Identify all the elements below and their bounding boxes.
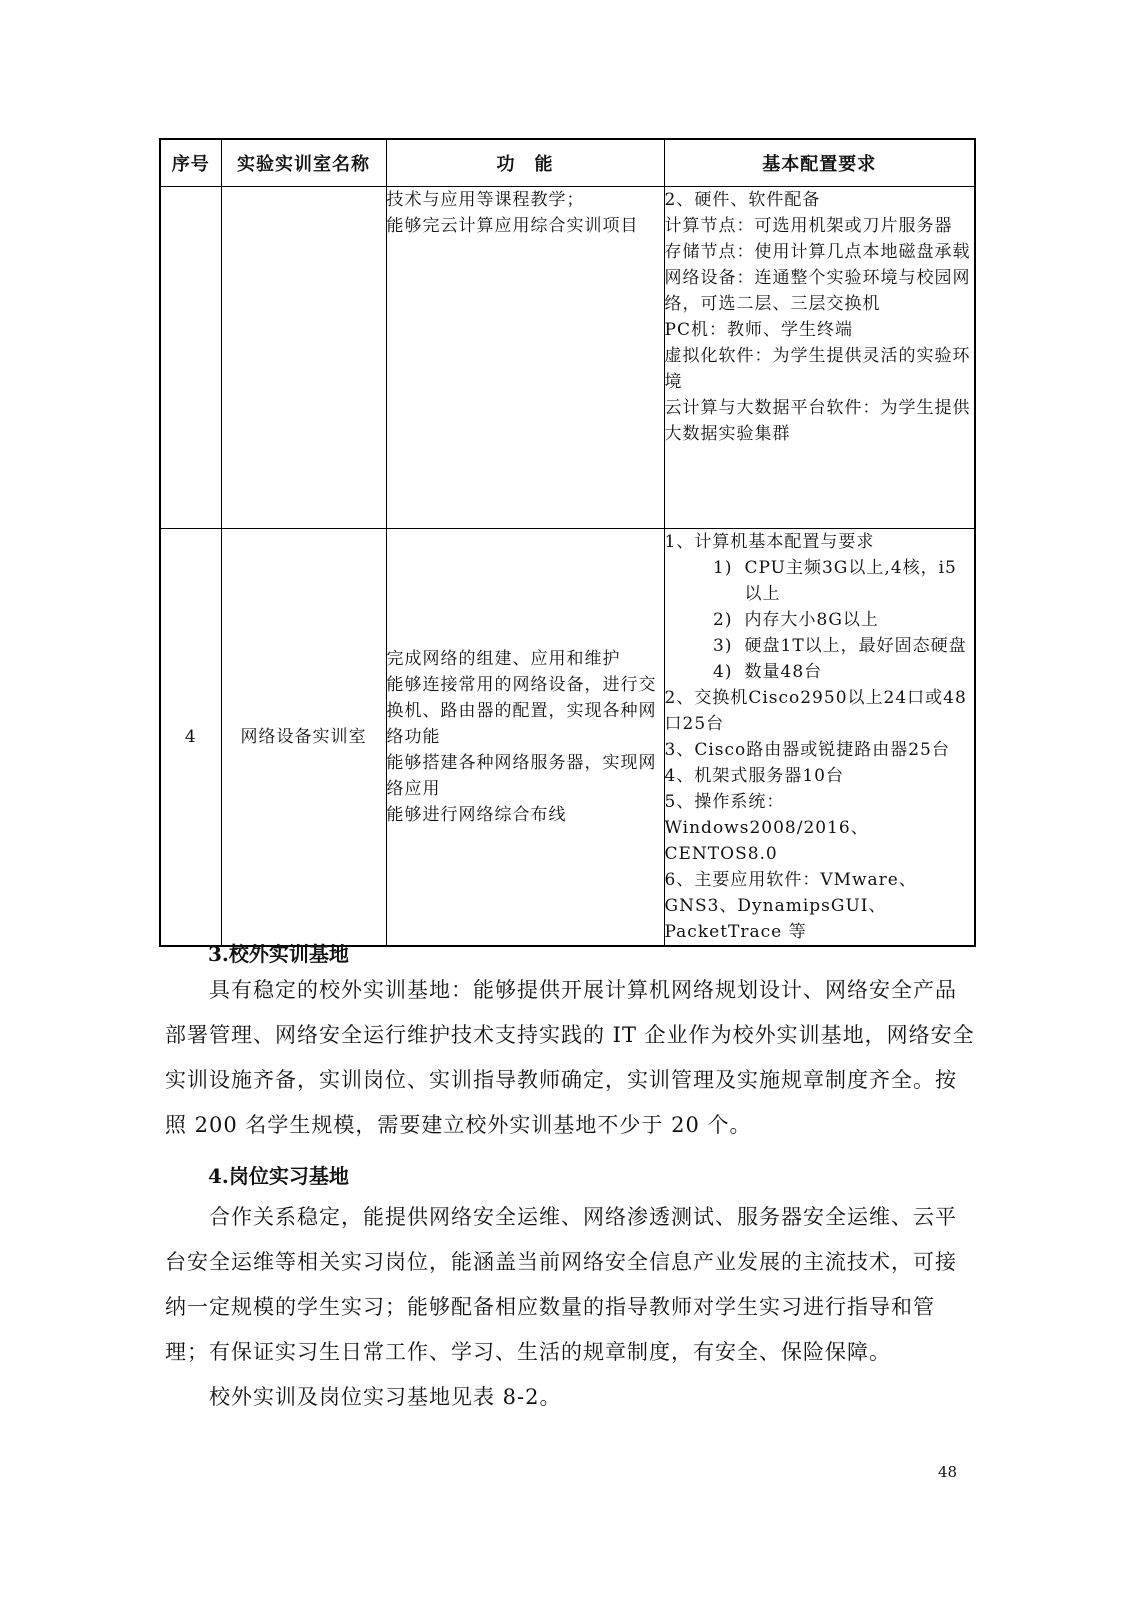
config-line: 6、主要应用软件：VMware、GNS3、DynamipsGUI、PacketTrace 等 <box>664 870 917 942</box>
section4-note: 校外实训及岗位实习基地见表 8-2。 <box>209 1385 562 1409</box>
header-lab-name: 实验实训室名称 <box>221 139 386 187</box>
row1-no <box>160 187 221 529</box>
table-header-row <box>160 139 975 187</box>
row1-name <box>221 187 386 529</box>
row1-config <box>664 187 975 529</box>
function-line: 能够搭建各种网络服务器，实现网络应用 <box>386 753 657 799</box>
config-sub-item <box>665 659 975 685</box>
config-line: PC机：教师、学生终端 <box>664 320 853 340</box>
header-function: 功 能 <box>386 139 664 187</box>
config-sub-text: CPU主频3G以上,4核，i5以上 <box>744 558 957 604</box>
config-line: 4、机架式服务器10台 <box>664 766 844 786</box>
row1-function <box>386 187 664 529</box>
config-sub-num: 4) <box>713 662 733 682</box>
config-sub-item <box>665 555 975 607</box>
config-sub-item <box>665 633 975 659</box>
config-line: 存储节点：使用计算几点本地磁盘承载 <box>664 242 971 262</box>
config-line: 虚拟化软件：为学生提供灵活的实验环境 <box>664 346 971 392</box>
config-sub-text: 内存大小8G以上 <box>744 610 879 630</box>
config-sub-text: 数量48台 <box>744 662 823 682</box>
function-line: 技术与应用等课程教学； <box>386 190 585 210</box>
config-sub-num: 3) <box>713 636 733 656</box>
row2-no: 4 <box>160 529 221 947</box>
function-line: 完成网络的组建、应用和维护 <box>386 649 621 669</box>
row2-function <box>386 529 664 947</box>
section3-paragraph: 具有稳定的校外实训基地：能够提供开展计算机网络规划设计、网络安全产品部署管理、网络安全运行维护技术支持实践的 IT 企业作为校外实训基地，网络安全实训设施齐备，实训岗位、实训指导教师确定，实训管理及实施规章制度齐全。按照 200 名学生规模，需要建立校外实训基地不少于 20 个。 <box>165 978 975 1137</box>
config-sub-item <box>665 607 975 633</box>
config-sub-num: 2) <box>713 610 733 630</box>
function-line: 能够完云计算应用综合实训项目 <box>386 216 639 236</box>
table-row <box>160 187 975 529</box>
config-line: 2、交换机Cisco2950以上24口或48口25台 <box>664 688 967 734</box>
config-line: 2、硬件、软件配备 <box>664 190 821 210</box>
section4-title: 4.岗位实习基地 <box>208 1164 349 1188</box>
config-line: 5、操作系统：Windows2008/2016、CENTOS8.0 <box>664 792 869 864</box>
config-line: 网络设备：连通整个实验环境与校园网络，可选二层、三层交换机 <box>664 268 971 314</box>
config-line: 计算节点：可选用机架或刀片服务器 <box>664 216 953 236</box>
config-sub-num: 1) <box>713 558 733 578</box>
function-line: 能够连接常用的网络设备，进行交换机、路由器的配置，实现各种网络功能 <box>386 675 657 747</box>
table-row <box>160 529 975 947</box>
config-head: 1、计算机基本配置与要求 <box>664 532 875 552</box>
lab-config-table <box>159 138 976 947</box>
function-line: 能够进行网络综合布线 <box>386 805 567 825</box>
config-line: 云计算与大数据平台软件：为学生提供大数据实验集群 <box>664 398 971 444</box>
header-config: 基本配置要求 <box>664 139 975 187</box>
config-line: 3、Cisco路由器或锐捷路由器25台 <box>664 740 950 760</box>
section4-paragraph: 合作关系稳定，能提供网络安全运维、网络渗透测试、服务器安全运维、云平台安全运维等相关实习岗位，能涵盖当前网络安全信息产业发展的主流技术，可接纳一定规模的学生实习；能够配备相应数量的指导教师对学生实习进行指导和管理；有保证实习生日常工作、学习、生活的规章制度，有安全、保险保障。 <box>165 1205 957 1364</box>
row2-config <box>664 529 975 947</box>
page-number: 48 <box>938 1463 958 1481</box>
config-sub-text: 硬盘1T以上，最好固态硬盘 <box>744 636 967 656</box>
row2-name: 网络设备实训室 <box>221 529 386 947</box>
section3-title: 3.校外实训基地 <box>208 942 349 966</box>
header-no: 序号 <box>160 139 221 187</box>
